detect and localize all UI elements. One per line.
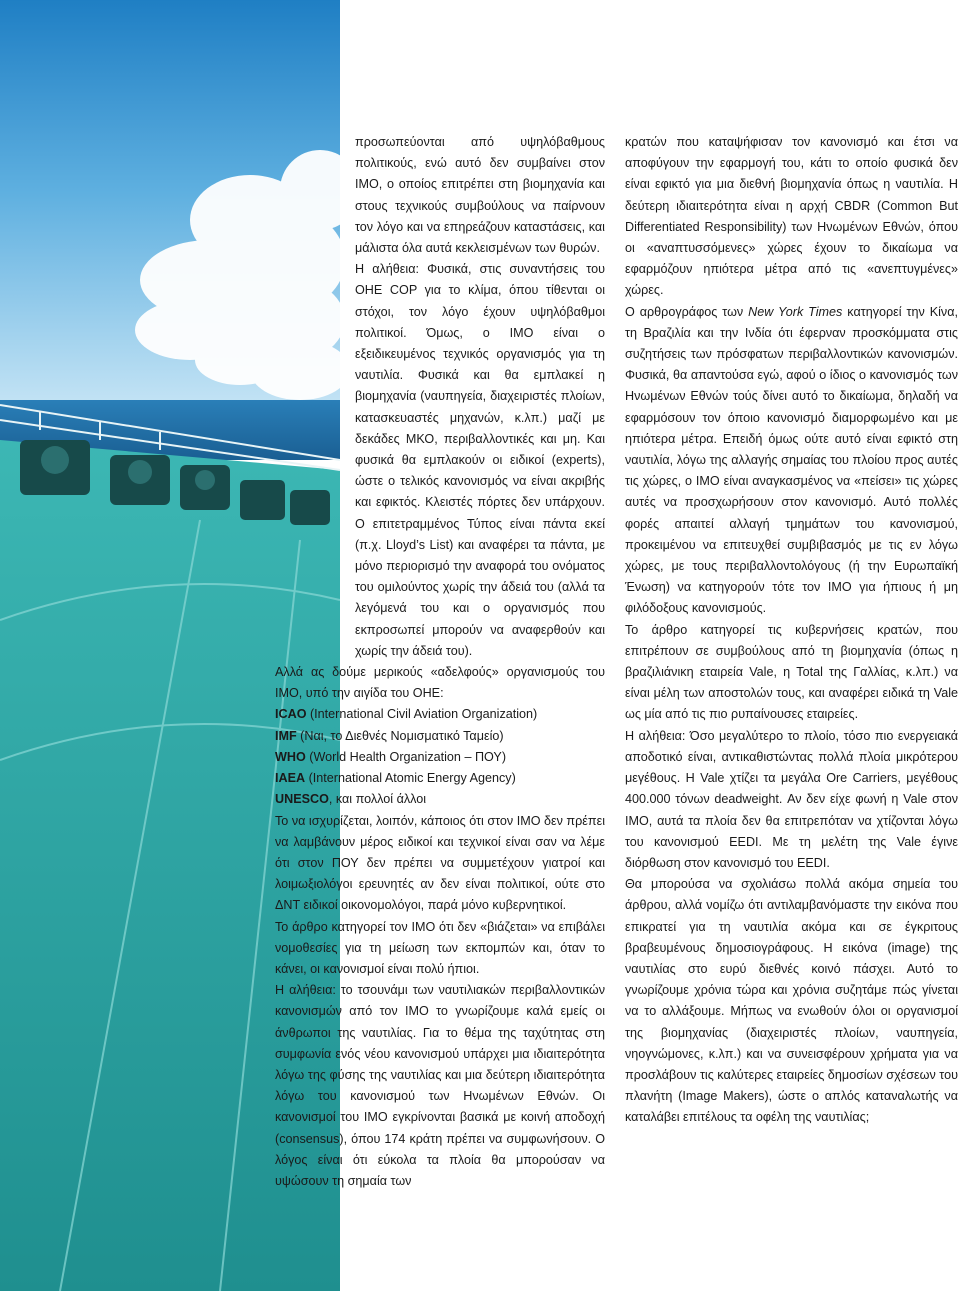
org-desc: (International Civil Aviation Organization) [306, 707, 538, 722]
org-abbr: IAEA [275, 771, 306, 786]
p2-before: Ο αρθρογράφος των [625, 304, 749, 319]
right-paragraph-2 [625, 302, 958, 620]
left-paragraph-3: Αλλά ας δούμε μερικούς «αδελφούς» οργανισμούς του IMO, υπό την αιγίδα του ΟΗΕ: [275, 665, 605, 701]
org-abbr: WHO [275, 749, 306, 764]
org-desc: (Ναι, το Διεθνές Νομισματικό Ταμείο) [296, 728, 504, 743]
org-item-icao [275, 704, 605, 725]
left-paragraph-5: Το άρθρο κατηγορεί τον IMO ότι δεν «βιάζεται» να επιβάλει νομοθεσίες για τη μείωση των εκπομπών και, όταν το κάνει, οι κανονισμοί είναι πολύ ήπιοι. [275, 919, 605, 976]
left-paragraph-2: Η αλήθεια: Φυσικά, στις συναντήσεις του ΟΗΕ COP για το κλίμα, όπου τίθενται οι στόχοι, τον λόγο έχουν υψηλόβαθμοι πολιτικοί. Όμως, ο IMO είναι ο εξειδικευμένος τεχνικός οργανισμός για τη ναυτιλία. Φυσικά και θα εμπλακεί η βιομηχανία (ναυπηγεία, διαχειριστές πλοίων, κατασκευαστές μηχανών, κ.λπ.) μαζί με δεκάδες ΜΚΟ, περιβαλλοντικές και μη. Και φυσικά θα εμπλακούν οι ειδικοί (experts), ώστε ο τελικός κανονισμός να είναι ακριβής και εφικτός. Κλειστές πόρτες δεν υπάρχουν. Ο επιτετραμμένος Τύπος είναι πάντα εκεί (π.χ. Lloyd’s List) και αναφέρει τα πάντα, με μόνο περιορισμό την αναφορά του ονόματος του ομιλούντος χωρίς την άδειά του (αλλά τα λεγόμενά του και ο οργανισμός που εκπροσωπεί μπορούν να αναφερθούν και χωρίς την άδειά του). [355, 262, 605, 658]
left-paragraph-6: Η αλήθεια: το τσουνάμι των ναυτιλιακών περιβαλλοντικών κανονισμών από τον IMO το γνωρίζουμε καλά εμείς οι άνθρωποι της ναυτιλίας. Για το θέμα της ταχύτητας στη συμφωνία ενός νέου κανονισμού υπάρχει μια ιδιαιτερότητα λόγω της φύσης της ναυτιλίας και μια δεύτερη ιδιαιτερότητα λόγω του κανονισμού των Ηνωμένων Εθνών. Οι κανονισμοί του IMO εγκρίνονται βασικά με κοινή αποδοχή (consensus), όπου 174 κράτη πρέπει να συμφωνήσουν. Ο λόγος είναι ότι εύκολα τα πλοία θα μπορούσαν να υψώσουν τη σημαία των [275, 983, 605, 1188]
right-paragraph-1: κρατών που καταψήφισαν τον κανονισμό και έτσι να αποφύγουν την εφαρμογή του, κάτι το οποίο φυσικά δεν είναι εφικτό για μια διεθνή βιομηχανία όπως η ναυτιλία. Η δεύτερη ιδιαιτερότητα είναι η αρχή CBDR (Common But Differentiated Responsibility) των Ηνωμένων Εθνών, όπου οι «αναπτυσσόμενες» χώρες έχουν το δικαίωμα να εφαρμόζουν ηπιότερα μέτρα από τις «ανεπτυγμένες» χώρες. [625, 135, 958, 298]
org-desc: (World Health Organization – ΠΟΥ) [305, 749, 507, 764]
p2-after: κατηγορεί την Κίνα, τη Βραζιλία και την Ινδία ότι έφερναν προσκόμματα στις συζητήσεις των πρόσφατων περιβαλλοντικών κανονισμών. Φυσικά, θα απαντούσα εγώ, αφού ο ίδιος ο κανονισμός των Ηνωμένων Εθνών τούς δίνει αυτό το δικαίωμα, δηλαδή να εφαρμόσουν τον όποιο κανονισμό διαμορφωμένο και με ηπιότερα μέτρα. Επειδή όμως ούτε αυτό είναι εφικτό στη ναυτιλία, λόγω της αλλαγής σημαίας του πλοίου προς αυτές τις χώρες, ο IMO είναι αναγκασμένος να «πείσει» τις χώρες αυτές να προσχωρήσουν στον κανονισμό. Αυτό πολλές φορές απαιτεί αλλαγή τμημάτων του κανονισμού, προκειμένου να επιτευχθεί συμβιβασμός με τις εν λόγω χώρες, με τους περιβαλλοντολόγους (ή την Ευρωπαϊκή Ένωση) να κατηγορούν τότε τον IMO για ήπιους ή μη φιλόδοξους κανονισμούς. [625, 304, 958, 616]
org-abbr: IMF [275, 728, 297, 743]
org-abbr: ICAO [275, 707, 307, 722]
right-paragraph-5: Θα μπορούσα να σχολιάσω πολλά ακόμα σημεία του άρθρου, αλλά νομίζω ότι αντιλαμβανόμαστε την εικόνα που επικρατεί για τη ναυτιλία ακόμα και σε έγκριτους βραβευμένους δημοσιογράφους. Η εικόνα (image) της ναυτιλίας στο ευρύ διεθνές κοινό πάσχει. Αυτό το γνωρίζουμε χρόνια τώρα και χρόνια συζητάμε πώς γίνεται να το αλλάξουμε. Μήπως να ενωθούν όλοι οι οργανισμοί της βιομηχανίας (διαχειριστές πλοίων, ναυπηγεία, νηογνώμονες, κ.λπ.) και να συνεισφέρουν χρήματα για να προσλάβουν τις καλύτερες εταιρείες δημοσίων σχέσεων του πλανήτη (Image Makers), ώστε ο απλός καταναλωτής να καταλάβει επιτέλους τα οφέλη της ναυτιλίας; [625, 877, 958, 1125]
org-item-who [275, 747, 605, 768]
right-paragraph-4: Η αλήθεια: Όσο μεγαλύτερο το πλοίο, τόσο πιο ενεργειακά αποδοτικό είναι, αντικαθιστώντας πολλά πλοία μικρότερου μεγέθους. Η Vale χτίζει τα μεγάλα Ore Carriers, μεγέθους 400.000 τόνων deadweight. Αν δεν είχε φωνή η Vale στον IMO, αυτά τα πλοία δεν θα επιτρεπόταν να χτίζονται λόγω του κανονισμού EEDI. Με τη μελέτη της Vale έγινε διόρθωση στον κανονισμό του EEDI. [625, 728, 958, 870]
right-text-column [625, 132, 958, 1129]
right-paragraph-3: Το άρθρο κατηγορεί τις κυβερνήσεις κρατών, που επιτρέπουν σε συμβούλους από τη βιομηχανία (όπως η βραζιλιάνικη εταιρεία Vale, η Total της Γαλλίας, κ.λπ.) να είναι μέλη των αποστολών τους, και αναφέρει ειδικά τη Vale ως μία από τις πιο ρυπαίνουσες εταιρείες. [625, 622, 958, 722]
newspaper-name: New York Times [748, 304, 843, 319]
org-abbr: UNESCO [275, 792, 329, 807]
org-item-imf [275, 726, 605, 747]
left-paragraph-4: Το να ισχυρίζεται, λοιπόν, κάποιος ότι στον IMO δεν πρέπει να λαμβάνουν μέρος ειδικοί και τεχνικοί είναι σαν να λέμε ότι στον ΠΟΥ δεν πρέπει να συμμετέχουν γιατροί και λοιμωξιολόγοι ερευνητές αν δεν είναι πολιτικοί, ούτε στο ΔΝΤ ειδικοί οικονομολόγοι, παρά μόνο κυβερνητικοί. [275, 813, 605, 913]
org-desc: (International Atomic Energy Agency) [305, 771, 516, 786]
org-desc: , και πολλοί άλλοι [328, 792, 427, 807]
org-item-unesco [275, 789, 605, 810]
org-item-iaea [275, 768, 605, 789]
left-paragraph-1: προσωπεύονται από υψηλόβαθμους πολιτικούς, ενώ αυτό δεν συμβαίνει στον IMO, ο οποίος επιτρέπει στη βιομηχανία και στους τεχνικούς συμβούλους να παίρνουν τον λόγο και να επηρεάζουν καταστάσεις, και μάλιστα όλα αυτά κεκλεισμένων των θυρών. [355, 135, 605, 256]
left-text-column [275, 132, 605, 1192]
photo-wrap-spacer [275, 132, 355, 662]
